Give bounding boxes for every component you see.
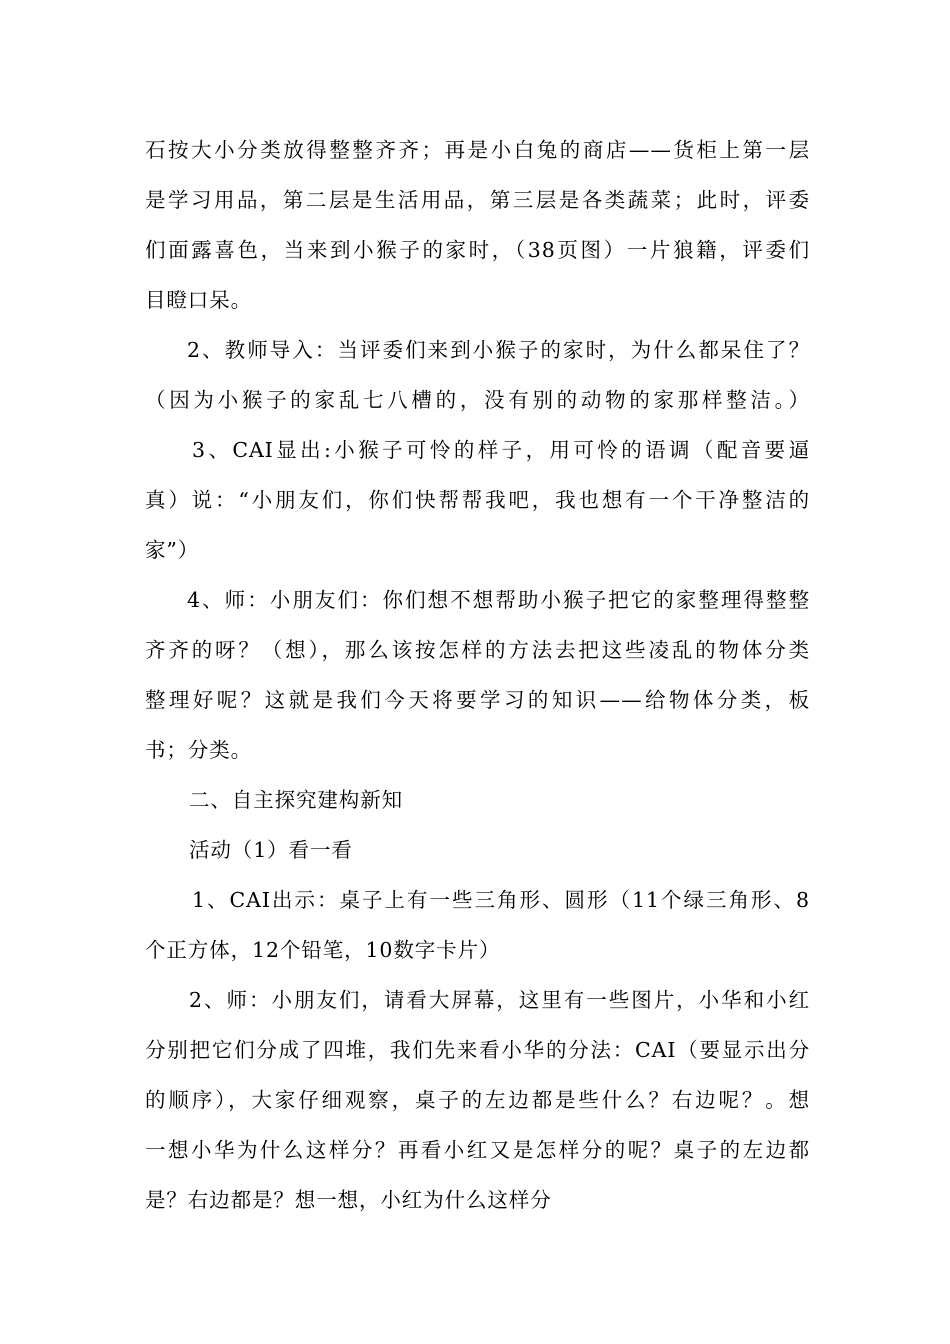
section-heading: 二、自主探究建构新知 bbox=[189, 788, 403, 812]
text-line: 是学习用品，第二层是生活用品，第三层是各类蔬菜；此时，评委 bbox=[145, 188, 810, 212]
text-line: 们面露喜色，当来到小猴子的家时，（38页图）一片狼籍，评委们 bbox=[145, 238, 810, 262]
text-line: 1、CAI出示：桌子上有一些三角形、圆形（11个绿三角形、8 bbox=[192, 888, 810, 912]
text-line: 整理好呢？这就是我们今天将要学习的知识——给物体分类，板 bbox=[145, 688, 810, 712]
activity-heading: 活动（1）看一看 bbox=[189, 838, 353, 862]
text-line: 分别把它们分成了四堆，我们先来看小华的分法：CAI（要显示出分 bbox=[145, 1038, 810, 1062]
text-line: 的顺序），大家仔细观察，桌子的左边都是些什么？右边呢？。想 bbox=[145, 1088, 810, 1112]
text-line: 齐齐的呀？（想），那么该按怎样的方法去把这些凌乱的物体分类 bbox=[145, 638, 810, 662]
text-line: 书；分类。 bbox=[145, 738, 252, 762]
text-line: 2、教师导入：当评委们来到小猴子的家时，为什么都呆住了？ bbox=[187, 338, 810, 362]
text-line: 石按大小分类放得整整齐齐；再是小白兔的商店——货柜上第一层 bbox=[145, 138, 810, 162]
text-line: 是？右边都是？想一想，小红为什么这样分 bbox=[145, 1188, 552, 1212]
text-line: 目瞪口呆。 bbox=[145, 288, 252, 312]
text-line: 4、师：小朋友们：你们想不想帮助小猴子把它的家整理得整整 bbox=[187, 588, 810, 612]
text-line: （因为小猴子的家乱七八槽的，没有别的动物的家那样整洁。） bbox=[145, 388, 810, 412]
text-line: 2、师：小朋友们，请看大屏幕，这里有一些图片，小华和小红 bbox=[189, 988, 810, 1012]
text-line: 3、CAI显出:小猴子可怜的样子，用可怜的语调（配音要逼 bbox=[192, 438, 810, 462]
text-line: 一想小华为什么这样分？再看小红又是怎样分的呢？桌子的左边都 bbox=[145, 1138, 810, 1162]
text-line: 真）说：“小朋友们，你们快帮帮我吧，我也想有一个干净整洁的 bbox=[145, 488, 810, 512]
text-line: 家”） bbox=[145, 538, 200, 562]
text-line: 个正方体，12个铅笔，10数字卡片） bbox=[145, 938, 501, 962]
